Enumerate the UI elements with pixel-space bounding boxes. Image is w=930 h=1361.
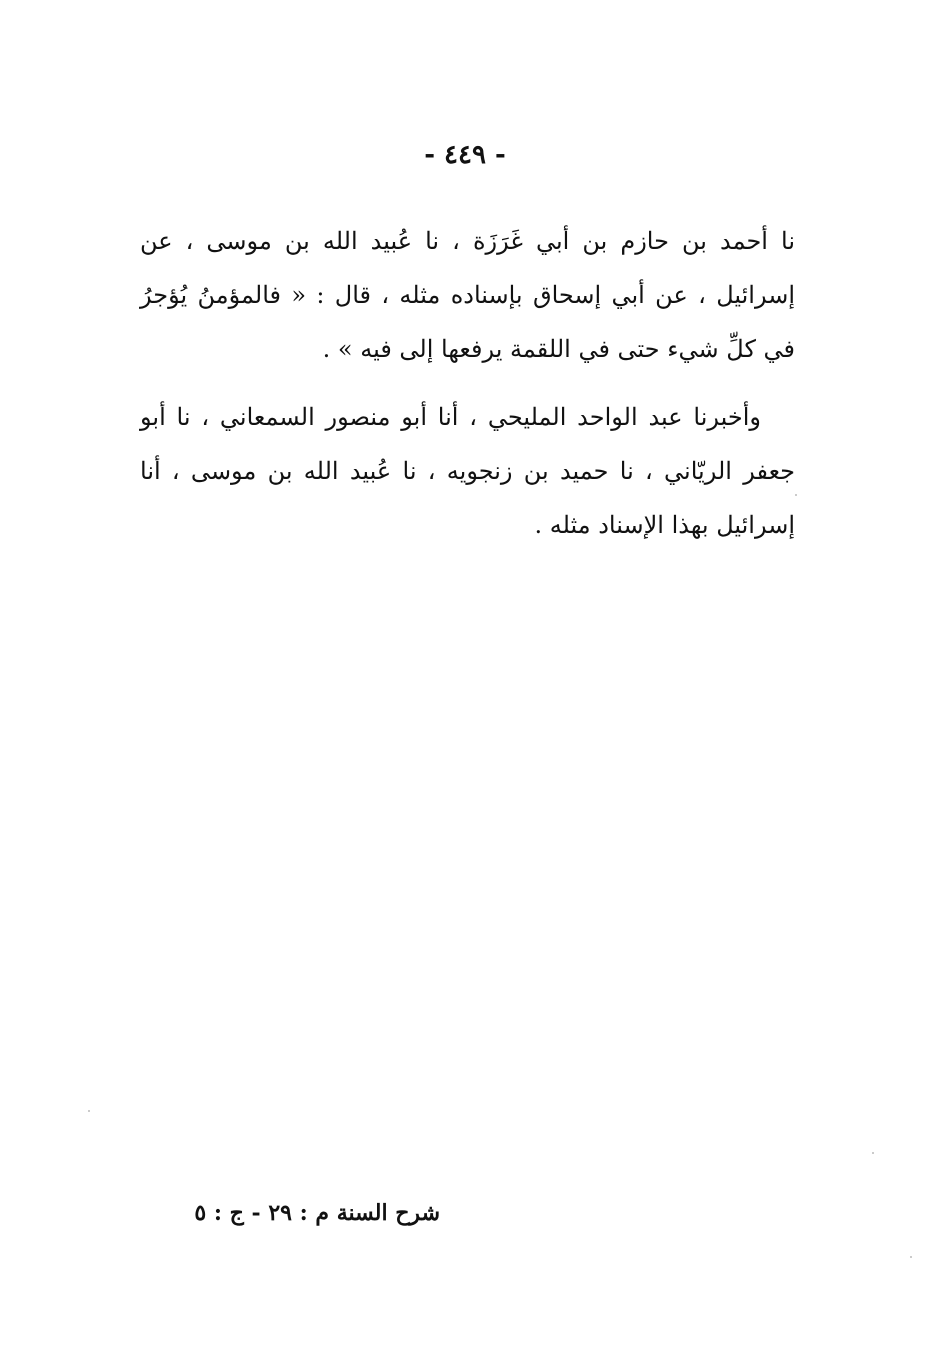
paper-speck <box>872 1152 874 1154</box>
paper-speck <box>795 494 797 496</box>
paper-speck <box>910 1256 912 1258</box>
page-number: - ٤٤٩ - <box>424 140 506 170</box>
hadith-paragraph-1: نا أحمد بن حازم بن أبي غَرَزَة ، نا عُبيد الله بن موسى ، عن إسرائيل ، عن أبي إسحاق بإسناده مثله ، قال : « فالمؤمنُ يُؤجرُ في كلِّ شيء حتى في اللقمة يرفعها إلى فيه » . <box>140 227 795 363</box>
paper-speck <box>88 1110 90 1112</box>
hadith-paragraph-2: وأخبرنا عبد الواحد المليحي ، أنا أبو منصور السمعاني ، نا أبو جعفر الريّاني ، نا حميد بن زنجويه ، نا عُبيد الله بن موسى ، أنا إسرائيل بهذا الإسناد مثله . <box>140 403 795 539</box>
printer-signature: شرح السنة م : ٢٩ - ج : ٥ <box>194 1200 440 1226</box>
